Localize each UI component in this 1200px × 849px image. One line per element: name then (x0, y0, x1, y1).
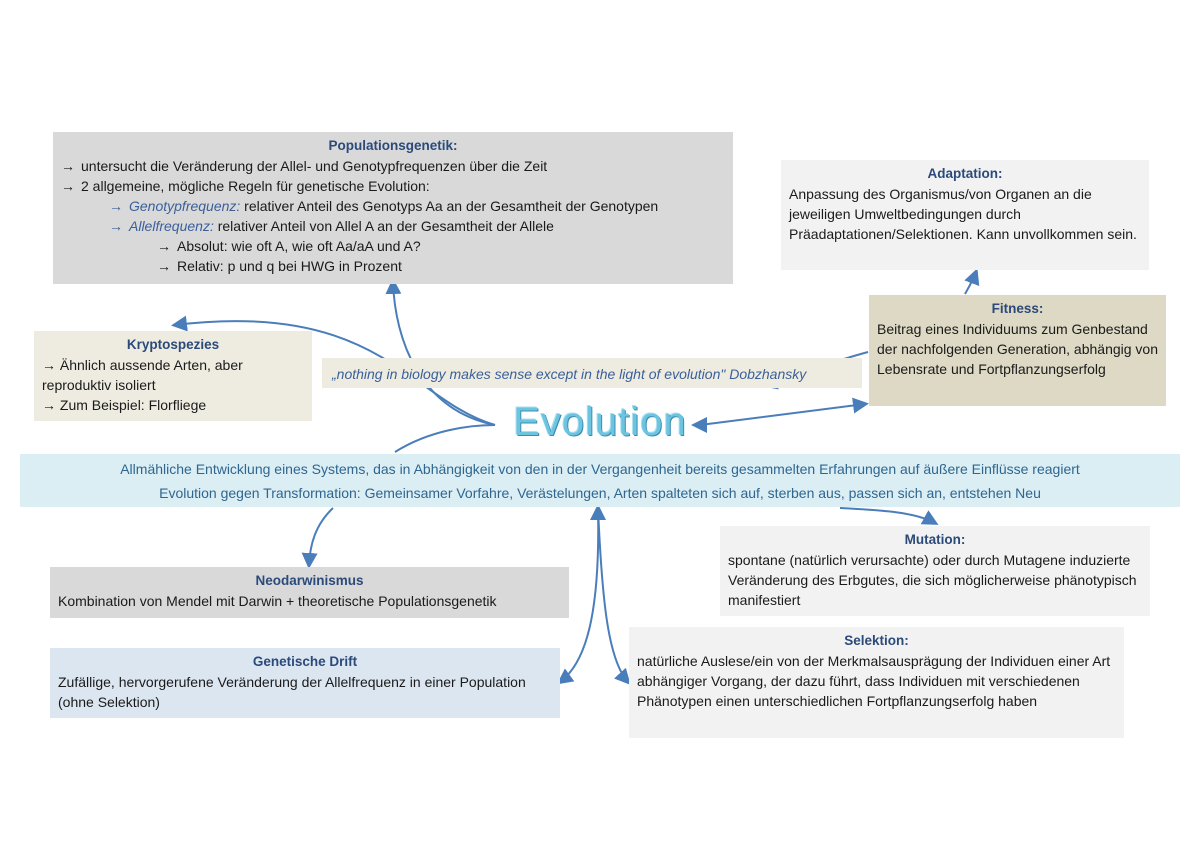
arrow-icon: → (109, 218, 123, 234)
evolution-definition (20, 454, 1180, 507)
mutation-text: spontane (natürlich verursachte) oder durch Mutagene induzierte Veränderung des Erbgutes, die sich möglicherweise phänotypisch manifestiert (728, 552, 1137, 608)
adaptation-text: Anpassung des Organismus/von Organen an die jeweiligen Umweltbedingungen durch Präadaptationen/Selektionen. Kann unvollkommen sein. (789, 186, 1137, 242)
popgen-rule-allelfrequenz: → Allelfrequenz: relativer Anteil von Allel A an der Gesamtheit der Allele (109, 218, 554, 234)
arrow-to-mutation (840, 508, 935, 523)
selektion-text: natürliche Auslese/ein von der Merkmalsausprägung der Individuen einer Art abhängiger Vorgang, der dazu führt, dass Individuen mit verschiedenen Phänotypen einen unterschiedlichen Fortpflanzungserfolg haben (637, 653, 1111, 709)
populationsgenetik-box (53, 132, 733, 284)
arrow-icon: → (157, 238, 171, 254)
popgen-line-2: → 2 allgemeine, mögliche Regeln für genetische Evolution: (61, 178, 430, 194)
arrow-icon: → (42, 397, 56, 413)
evolution-definition-line-1: Allmähliche Entwicklung eines Systems, das in Abhängigkeit von den in der Vergangenheit bereits gesammelten Erfahrungen auf äußere Einflüsse reagiert (120, 461, 1080, 477)
dobzhansky-quote: „nothing in biology makes sense except in the light of evolution" Dobzhansky (322, 358, 862, 388)
mutation-box (720, 526, 1150, 616)
mutation-title: Mutation: (904, 532, 966, 547)
kryptospezies-title: Kryptospezies (126, 337, 220, 352)
genetische-drift-title: Genetische Drift (252, 654, 358, 669)
neodarwinismus-box (50, 567, 569, 618)
arrow-fitness-to-adaptation (965, 272, 976, 294)
arrow-from-def-left (395, 425, 495, 452)
selektion-box (629, 627, 1124, 738)
arrow-icon: → (61, 178, 75, 194)
adaptation-box (781, 160, 1149, 270)
arrow-icon: → (61, 158, 75, 174)
fitness-title: Fitness: (991, 301, 1044, 316)
neodarwinismus-text: Kombination von Mendel mit Darwin + theoretische Populationsgenetik (58, 593, 497, 609)
kryptospezies-line-2: → Zum Beispiel: Florfliege (42, 397, 207, 413)
genetische-drift-text: Zufällige, hervorgerufene Veränderung der Allelfrequenz in einer Population (ohne Selektion) (58, 674, 526, 710)
arrow-to-neodarwinismus (309, 508, 333, 565)
fitness-box (869, 295, 1166, 406)
populationsgenetik-title: Populationsgenetik: (328, 138, 458, 153)
popgen-sub-relativ: → Relativ: p und q bei HWG in Prozent (157, 258, 402, 274)
evolution-definition-line-2: Evolution gegen Transformation: Gemeinsamer Vorfahre, Verästelungen, Arten spalteten sich auf, sterben aus, passen sich an, entstehen Neu (159, 485, 1041, 501)
popgen-line-1: → untersucht die Veränderung der Allel- und Genotypfrequenzen über die Zeit (61, 158, 548, 174)
kryptospezies-box (34, 331, 312, 421)
evolution-title: Evolution (513, 400, 687, 444)
arrow-icon: → (109, 198, 123, 214)
kryptospezies-line-1: → Ähnlich aussende Arten, aber reproduktiv isoliert (42, 357, 243, 393)
genetische-drift-box (50, 648, 560, 718)
arrow-icon: → (42, 357, 56, 373)
fitness-text: Beitrag eines Individuums zum Genbestand der nachfolgenden Generation, abhängig von Lebensrate und Fortpflanzungserfolg (877, 321, 1158, 377)
neodarwinismus-title: Neodarwinismus (255, 573, 364, 588)
selektion-title: Selektion: (844, 633, 909, 648)
arrow-to-selektion (598, 508, 628, 682)
adaptation-title: Adaptation: (927, 166, 1003, 181)
popgen-sub-absolut: → Absolut: wie oft A, wie oft Aa/aA und A? (157, 238, 421, 254)
arrow-evo-fitness-right (700, 404, 865, 425)
arrow-icon: → (157, 258, 171, 274)
arrow-to-popgen (393, 282, 495, 425)
popgen-rule-genotypfrequenz: → Genotypfrequenz: relativer Anteil des Genotyps Aa an der Gesamtheit der Genotypen (109, 198, 659, 214)
